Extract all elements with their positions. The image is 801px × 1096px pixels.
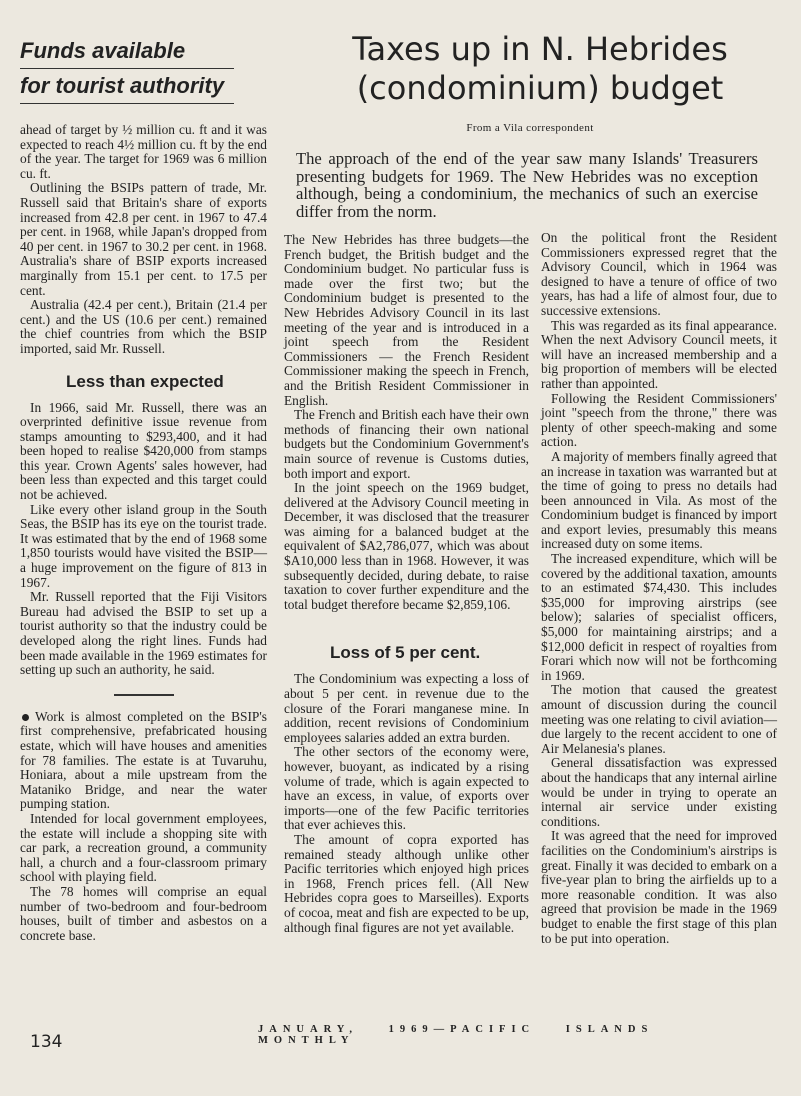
article-intro: The approach of the end of the year saw many Islands' Treasurers presenting budgets for 1969. The New Hebrides was no exception although, being a condominium, the mechanics of such an exercise differ from the norm. xyxy=(296,149,758,221)
left-column xyxy=(20,123,267,943)
paragraph: A majority of members finally agreed that an increase in taxation was warranted but at the time of going to press no details had been announced in Vila. As most of the Condominium budget is financed by import and export levies, presumably this means increased duty on some items. xyxy=(541,448,777,552)
paragraph: Australia (42.4 per cent.), Britain (21.4 per cent.) and the US (10.6 per cent.) remained the chief countries from which the BSIP imported, said Mr. Russell. xyxy=(20,297,267,356)
page-number: 134 xyxy=(30,1032,63,1052)
paragraph: Like every other island group in the South Seas, the BSIP has its eye on the tourist trade. It was estimated that by the end of 1968 some 1,850 tourists would have visited the BSIP—a huge improvement on the figure of 813 in 1967. xyxy=(20,501,267,590)
paragraph: The other sectors of the economy were, however, buoyant, as indicated by a rising volume of trade, which is again expected to have an excess, in value, of exports over imports—one of the few Pacific territories that ever achieves this. xyxy=(284,744,529,833)
running-footer xyxy=(258,1024,778,1046)
paragraph: The motion that caused the greatest amount of discussion during the council meeting was one relating to civil aviation—due largely to the recent accident to one of Air Melanesia's planes. xyxy=(541,682,777,756)
paragraph: In 1966, said Mr. Russell, there was an overprinted definitive issue revenue from stamps amounting to $293,400, and it had been hoped to realise $420,000 from stamps this year. Crown Agents' sales however, had been less than expected and this target could not be achieved. xyxy=(20,399,267,503)
section-subhead: Less than expected xyxy=(66,371,224,391)
paragraph: The 78 homes will comprise an equal number of two-bedroom and four-bedroom houses, built of timber and asbestos on a concrete base. xyxy=(20,883,267,943)
paragraph: In the joint speech on the 1969 budget, delivered at the Advisory Council meeting in December, it was disclosed that the treasurer was aiming for a balanced budget at the equivalent of $A2,786,077, which was about $A10,000 less than in 1968. However, it was subsequently decided, during debate, to raise taxation to cover further expenditure and the total budget therefore became $2,859,106. xyxy=(284,480,529,612)
headline-line-1: Taxes up in N. Hebrides xyxy=(352,30,728,68)
middle-column xyxy=(284,233,529,935)
section-divider xyxy=(114,694,174,696)
section-subhead: Loss of 5 per cent. xyxy=(330,643,481,663)
paragraph: Intended for local government employees, the estate will include a shopping site with car park, a recreation ground, a community hall, a church and a four-classroom primary school with playing field. xyxy=(20,810,267,885)
footer-word-islands: ISLANDS xyxy=(565,1024,654,1035)
footer-year-magazine: 1969—PACIFIC xyxy=(388,1024,536,1035)
kicker-line-1: Funds available xyxy=(20,34,234,69)
paragraph: Following the Resident Commissioners' joint "speech from the throne," there was plenty of other speech-making and some action. xyxy=(541,390,777,450)
paragraph: The French and British each have their own methods of financing their own national budgets but the Condominium Government's main source of revenue is Customs duties, both import and export. xyxy=(284,407,529,481)
paragraph: Outlining the BSIPs pattern of trade, Mr. Russell said that Britain's share of exports increased from 42.8 per cent. in 1967 to 47.4 per cent. in 1968, while Japan's dropped from 40 per cent. in 1967 to 30.2 per cent. in 1968. Australia's share of BSIP exports increased marginally from 15.1 per cent. to 17.5 per cent. xyxy=(20,180,267,298)
paragraph-text: Work is almost completed on the BSIP's first comprehensive, prefabricated housing estate, which will have houses and amenities for 78 families. The estate is at Tuvaruhu, Honiara, about a mile upstream from the Mataniko Bridge, and near the water pumping station. xyxy=(20,708,267,812)
paragraph: General dissatisfaction was expressed about the handicaps that any internal airline would be under in trying to operate an internal air service under existing conditions. xyxy=(541,755,777,829)
paragraph: The amount of copra exported has remained steady although unlike other Pacific territories which enjoyed high prices in 1968, French prices fell. (All New Hebrides copra goes to Marseilles). Exports of cocoa, meat and fish are expected to be up, although final figures are not yet available. xyxy=(284,831,530,935)
paragraph: ahead of target by ½ million cu. ft and it was expected to reach 4½ million cu. ft by the end of the year. The target for 1969 was 6 million cu. ft. xyxy=(20,122,267,181)
headline-line-2: (condominium) budget xyxy=(356,69,724,107)
paragraph: This was regarded as its final appearance. When the next Advisory Council meets, it will have an increased membership and a big proportion of members will be elected rather than appointed. xyxy=(541,317,777,391)
paragraph: Mr. Russell reported that the Fiji Visitors Bureau had advised the BSIP to set up a tourist authority so that the industry could be developed along the right lines. Funds had been made available in the 1969 estimates for setting up such an authority, he said. xyxy=(20,589,267,678)
footer-month: JANUARY, xyxy=(258,1024,359,1035)
paragraph: The Condominium was expecting a loss of about 5 per cent. in revenue due to the closure of the Forari manganese mine. In addition, recent revisions of Condominium employees salaries added an extra burden. xyxy=(284,671,529,745)
right-column xyxy=(541,231,777,946)
bullet-paragraph xyxy=(20,710,267,812)
byline: From a Vila correspondent xyxy=(466,122,594,134)
kicker-line-2: for tourist authority xyxy=(20,69,234,104)
paragraph: The New Hebrides has three budgets—the French budget, the British budget and the Condominium budget. No particular fuss is made over the first two; but the Condominium budget is presented to the New Hebrides Advisory Council in its last meeting of the year and is introduced in a joint speech from the Resident Commissioners — the French Resident Commissioner making the speech in French, and the British Resident Commissioner in English. xyxy=(284,232,529,408)
bullet-icon xyxy=(22,714,29,721)
article-headline xyxy=(330,30,750,108)
paragraph: The increased expenditure, which will be covered by the additional taxation, amounts to an estimated $74,430. This includes $35,000 for improving airstrips (see below); salaries of specialist officers, $5,000 for maintaining airstrips; and a $12,000 deficit in respect of royalties from Forari which now will not be forthcoming in 1969. xyxy=(541,551,777,683)
footer-word-monthly: MONTHLY xyxy=(258,1035,355,1046)
paragraph: On the political front the Resident Commissioners expressed regret that the Advisory Council, which in 1964 was designed to have a tenure of office of two years, has had a life of almost four, due to successive extensions. xyxy=(541,230,777,318)
kicker-headline xyxy=(20,34,234,104)
paragraph: It was agreed that the need for improved facilities on the Condominium's airstrips is great. Finally it was decided to embark on a five-year plan to bring the airfields up to a more reasonable condition. It was also agreed that provision be made in the 1969 budget to enable the first stage of this plan to be put into operation. xyxy=(541,828,777,946)
